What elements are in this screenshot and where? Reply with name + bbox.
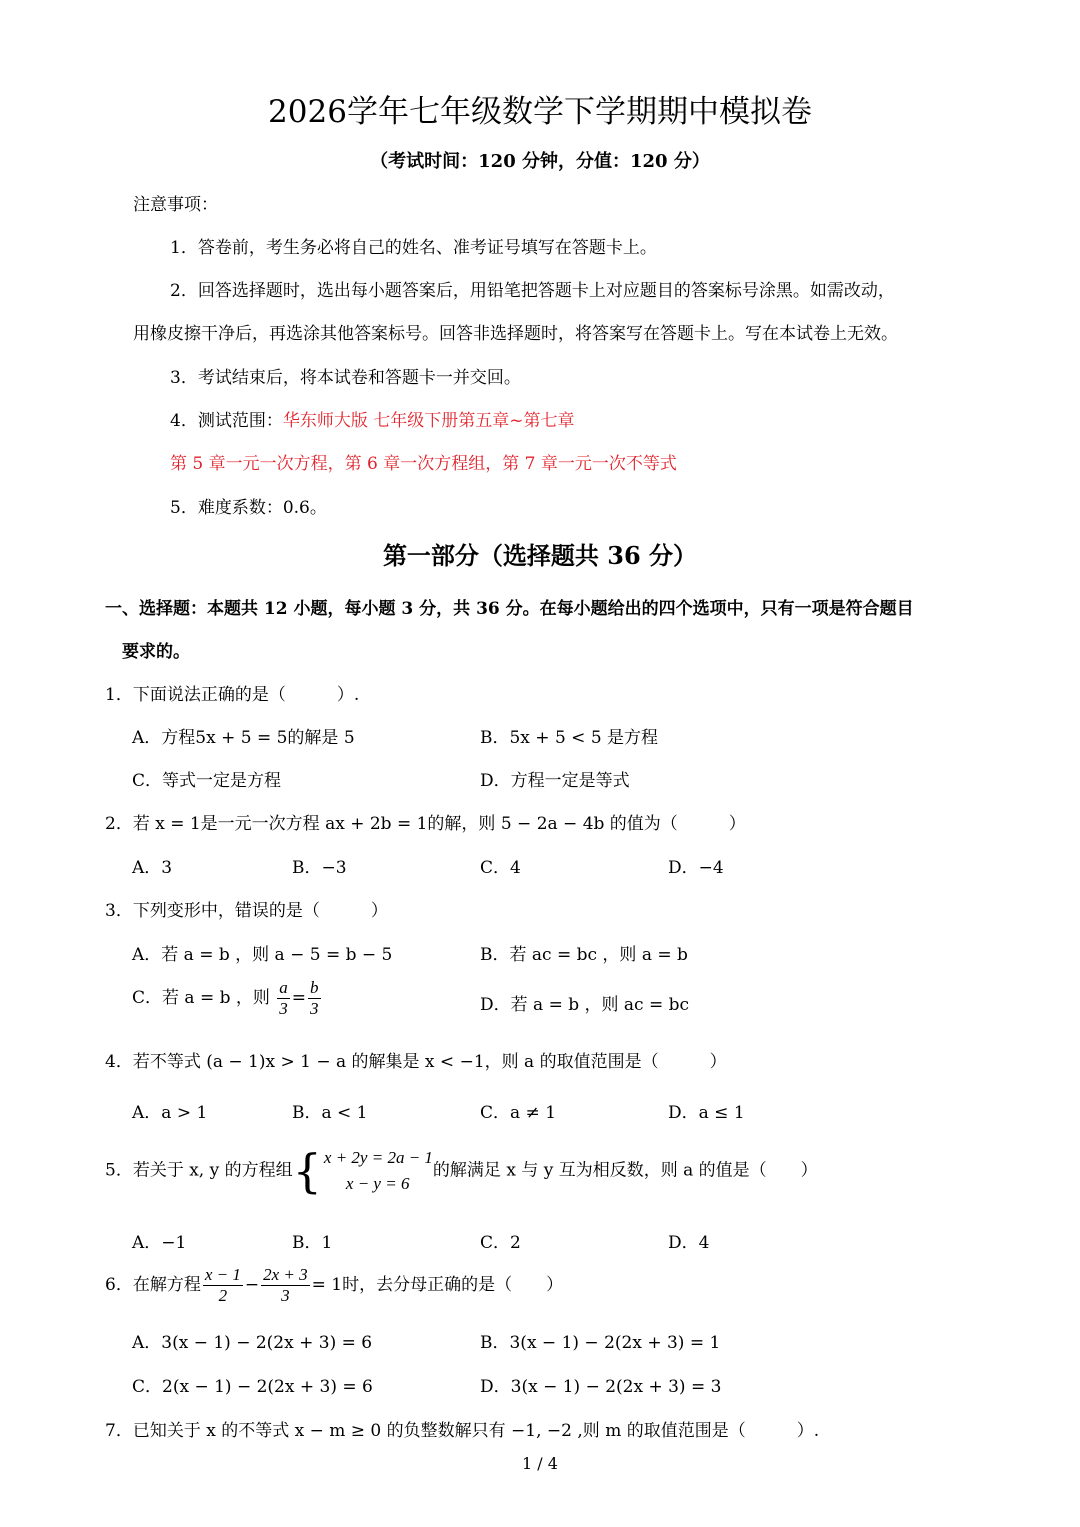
q5-option-b: B．1 [292,1233,333,1253]
q6-stem [105,1265,563,1306]
exam-subtitle: （考试时间：120 分钟，分值：120 分） [370,151,710,172]
notes-heading: 注意事项： [133,195,218,215]
q3-fraction-a-denominator: 3 [279,999,288,1018]
q3-fraction-b-denominator: 3 [310,999,319,1018]
note-2-line-1: 2．回答选择题时，选出每小题答案后，用铅笔把答题卡上对应题目的答案标号涂黑。如需改动， [170,281,895,301]
page-title: 2026学年七年级数学下学期期中模拟卷 [268,94,812,130]
q6-option-d: D．3(x − 1) − 2(2x + 3) = 3 [480,1377,722,1397]
q5-option-a: A．−1 [132,1233,187,1253]
system-brace: { [292,1144,322,1198]
q3-fraction-a [277,978,290,1019]
q1-option-c: C．等式一定是方程 [132,771,282,791]
q6-fraction-2-numerator: 2x + 3 [263,1265,308,1284]
note-2-line-2: 用橡皮擦干净后，再选涂其他答案标号。回答非选择题时，将答案写在答题卡上。写在本试卷上无效。 [133,324,898,344]
q6-stem-post: = 1时，去分母正确的是（ ） [311,1275,564,1295]
q6-option-b: B．3(x − 1) − 2(2x + 3) = 1 [480,1333,721,1353]
q3-option-d: D．若 a = b ，则 ac = bc [480,995,690,1015]
q1-option-d: D．方程一定是等式 [480,771,630,791]
q1-stem: 1．下面说法正确的是（ ）. [105,685,360,705]
q3-option-c [132,978,323,1019]
note-1: 1．答卷前，考生务必将自己的姓名、准考证号填写在答题卡上。 [170,238,657,258]
q6-fraction-1-numerator: x − 1 [204,1265,241,1284]
q5-stem-post: 的解满足 x 与 y 互为相反数，则 a 的值是（ ） [432,1160,818,1181]
note-4 [170,406,574,431]
q5-option-c: C．2 [480,1233,521,1253]
part1-instructions-line-2: 要求的。 [122,642,190,662]
q3-fraction-a-numerator: a [279,978,288,997]
q2-option-d: D．−4 [668,858,724,878]
q2-option-c: C．4 [480,858,521,878]
q6-option-c: C．2(x − 1) − 2(2x + 3) = 6 [132,1377,373,1397]
q6-fraction-2-denominator: 3 [281,1286,290,1305]
q2-option-a: A．3 [132,858,173,878]
note-4-scope: 华东师大版 七年级下册第五章~第七章 [282,411,575,431]
q5-equation-2: x − y = 6 [345,1174,410,1193]
q3-option-c-text: C．若 a = b ，则 [132,988,270,1008]
q5-option-d: D．4 [668,1233,710,1253]
q2-option-b: B．−3 [292,858,347,878]
note-4-label: 4．测试范围： [170,411,283,431]
q6-fraction-1 [203,1265,243,1306]
q3-option-a: A．若 a = b ，则 a − 5 = b − 5 [132,945,393,965]
q6-option-a: A．3(x − 1) − 2(2x + 3) = 6 [132,1333,373,1353]
q6-fraction-1-denominator: 2 [218,1286,228,1305]
part1-instructions-line-1: 一、选择题：本题共 12 小题，每小题 3 分，共 36 分。在每小题给出的四个选项中，只有一项是符合题目 [105,599,914,619]
page-number: 1 / 4 [522,1454,558,1473]
q4-option-d: D．a ≤ 1 [668,1103,745,1123]
q1-option-b: B．5x + 5 < 5 是方程 [480,728,659,748]
note-4-detail: 第 5 章一元一次方程，第 6 章一次方程组，第 7 章一元一次不等式 [170,454,677,474]
q4-stem: 4．若不等式 (a − 1)x > 1 − a 的解集是 x < −1，则 a 的取值范围是（ ） [105,1052,727,1072]
q3-equals: = [291,988,307,1008]
q3-fraction-b [308,978,321,1019]
q7-stem: 7．已知关于 x 的不等式 x − m ≥ 0 的负整数解只有 −1, −2 ,则 m 的取值范围是（ ）. [105,1421,820,1441]
q4-option-c: C．a ≠ 1 [480,1103,557,1123]
q2-stem: 2．若 x = 1是一元一次方程 ax + 2b = 1的解，则 5 − 2a − 4b 的值为（ ） [105,814,746,834]
note-5: 5．难度系数：0.6。 [170,498,327,518]
q5-equation-system [324,1145,433,1197]
q3-fraction-b-numerator: b [310,978,319,997]
q5-equation-1: x + 2y = 2a − 1 [323,1148,433,1167]
q3-option-b: B．若 ac = bc ，则 a = b [480,945,688,965]
q3-stem: 3．下列变形中，错误的是（ ） [105,901,388,921]
q4-option-a: A．a > 1 [132,1103,208,1123]
q5-stem [105,1145,818,1197]
q1-option-a: A．方程5x + 5 = 5的解是 5 [132,728,355,748]
note-3: 3．考试结束后，将本试卷和答题卡一并交回。 [170,368,521,388]
section-title: 第一部分（选择题共 36 分） [382,541,698,570]
q6-minus: − [244,1275,260,1295]
q6-stem-pre: 6．在解方程 [105,1275,201,1295]
q5-stem-pre: 5．若关于 x, y 的方程组 [105,1160,293,1181]
q4-option-b: B．a < 1 [292,1103,368,1123]
q6-fraction-2 [261,1265,310,1306]
